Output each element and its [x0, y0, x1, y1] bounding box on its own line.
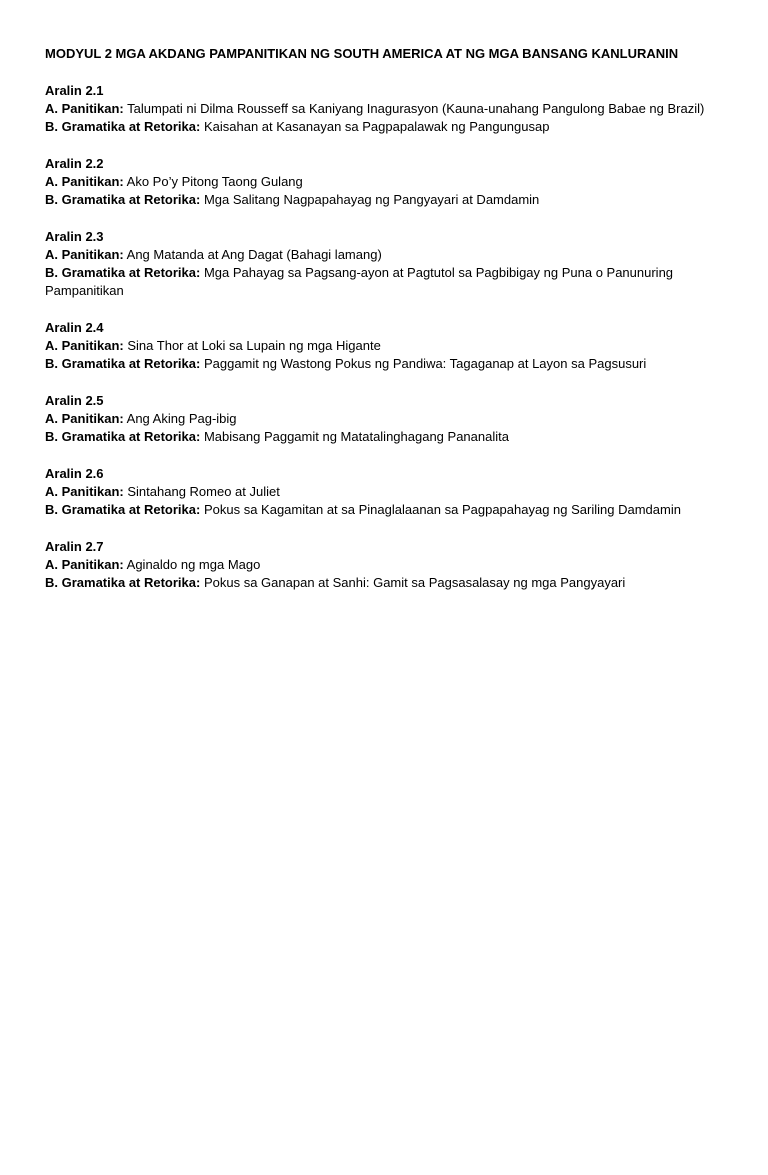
panitikan-label: A. Panitikan:	[45, 411, 124, 426]
gramatika-label: B. Gramatika at Retorika:	[45, 265, 201, 280]
gramatika-label: B. Gramatika at Retorika:	[45, 502, 201, 517]
lesson-heading: Aralin 2.1	[45, 83, 104, 98]
gramatika-text: Pokus sa Kagamitan at sa Pinaglalaanan sa Pagpapahayag ng Sariling Damdamin	[203, 502, 681, 517]
gramatika-entry	[45, 574, 725, 592]
gramatika-entry	[45, 118, 725, 136]
gramatika-text: Pokus sa Ganapan at Sanhi: Gamit sa Pagsasalasay ng mga Pangyayari	[203, 575, 626, 590]
lesson-2-1	[45, 82, 725, 136]
gramatika-text: Mga Pahayag sa Pagsang-ayon at Pagtutol sa Pagbibigay ng Puna o Panunuring Pampanitikan	[45, 265, 674, 298]
gramatika-label: B. Gramatika at Retorika:	[45, 119, 201, 134]
gramatika-entry	[45, 501, 725, 519]
gramatika-label: B. Gramatika at Retorika:	[45, 356, 201, 371]
panitikan-text: Sintahang Romeo at Juliet	[127, 484, 280, 499]
panitikan-entry	[45, 410, 725, 428]
panitikan-entry	[45, 337, 725, 355]
lesson-list	[45, 82, 725, 592]
panitikan-entry	[45, 100, 725, 118]
lesson-2-4	[45, 319, 725, 373]
panitikan-label: A. Panitikan:	[45, 174, 124, 189]
lesson-heading: Aralin 2.2	[45, 156, 104, 171]
panitikan-text: Sina Thor at Loki sa Lupain ng mga Higante	[127, 338, 381, 353]
gramatika-entry	[45, 355, 725, 373]
gramatika-entry	[45, 191, 725, 209]
panitikan-label: A. Panitikan:	[45, 338, 124, 353]
lesson-2-5	[45, 392, 725, 446]
panitikan-entry	[45, 556, 725, 574]
document-title: MODYUL 2 MGA AKDANG PAMPANITIKAN NG SOUTH AMERICA AT NG MGA BANSANG KANLURANIN	[45, 46, 679, 61]
lesson-heading: Aralin 2.5	[45, 393, 104, 408]
panitikan-text: Ang Matanda at Ang Dagat (Bahagi lamang)	[126, 247, 382, 262]
gramatika-text: Paggamit ng Wastong Pokus ng Pandiwa: Tagaganap at Layon sa Pagsusuri	[203, 356, 647, 371]
panitikan-text: Aginaldo ng mga Mago	[126, 557, 261, 572]
panitikan-entry	[45, 483, 725, 501]
document-page	[45, 45, 725, 611]
panitikan-entry	[45, 246, 725, 264]
lesson-2-2	[45, 155, 725, 209]
gramatika-label: B. Gramatika at Retorika:	[45, 192, 201, 207]
lesson-heading: Aralin 2.3	[45, 229, 104, 244]
panitikan-text: Ang Aking Pag-ibig	[126, 411, 237, 426]
lesson-2-6	[45, 465, 725, 519]
lesson-heading: Aralin 2.7	[45, 539, 104, 554]
gramatika-text: Mabisang Paggamit ng Matatalinghagang Pananalita	[203, 429, 509, 444]
gramatika-entry	[45, 264, 725, 300]
panitikan-entry	[45, 173, 725, 191]
panitikan-text: Ako Po’y Pitong Taong Gulang	[126, 174, 303, 189]
panitikan-label: A. Panitikan:	[45, 484, 124, 499]
gramatika-entry	[45, 428, 725, 446]
lesson-heading: Aralin 2.6	[45, 466, 104, 481]
panitikan-label: A. Panitikan:	[45, 101, 124, 116]
lesson-2-3	[45, 228, 725, 300]
panitikan-label: A. Panitikan:	[45, 557, 124, 572]
gramatika-text: Kaisahan at Kasanayan sa Pagpapalawak ng Pangungusap	[203, 119, 550, 134]
lesson-2-7	[45, 538, 725, 592]
lesson-heading: Aralin 2.4	[45, 320, 104, 335]
gramatika-label: B. Gramatika at Retorika:	[45, 575, 201, 590]
panitikan-label: A. Panitikan:	[45, 247, 124, 262]
gramatika-label: B. Gramatika at Retorika:	[45, 429, 201, 444]
panitikan-text: Talumpati ni Dilma Rousseff sa Kaniyang Inagurasyon (Kauna-unahang Pangulong Babae ng Brazil)	[127, 101, 705, 116]
gramatika-text: Mga Salitang Nagpapahayag ng Pangyayari at Damdamin	[203, 192, 540, 207]
